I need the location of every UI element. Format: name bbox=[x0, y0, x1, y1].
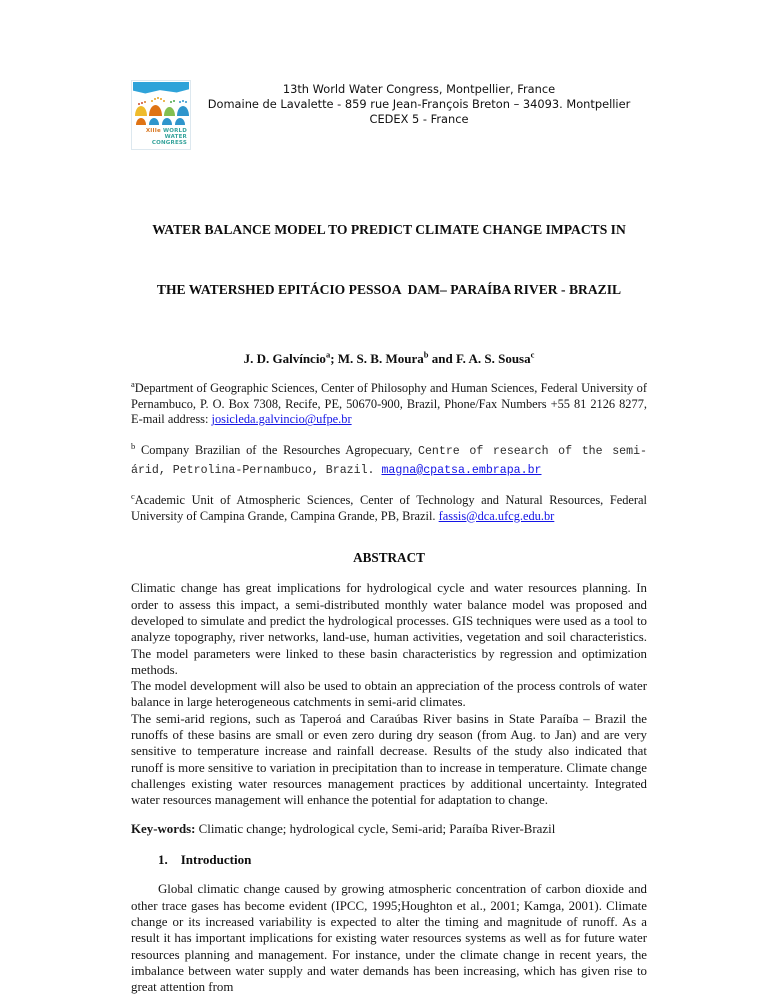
author-separator: ; bbox=[330, 351, 338, 366]
author-name: J. D. Galvíncio bbox=[243, 351, 326, 366]
section-title: Introduction bbox=[180, 852, 252, 868]
author-superscript: a bbox=[325, 349, 331, 360]
logo-arch-icon bbox=[162, 118, 172, 125]
logo-sun-icon bbox=[149, 105, 162, 116]
header-line: 13th World Water Congress, Montpellier, France bbox=[282, 82, 556, 96]
affiliation-text: Department of Geographic Sciences, Center of Philosophy and Human Sciences, Federal University of Pernambuco, P. O. Box 7308, Recife, PE, 50670-900, Brazil, Phone/Fax Numbers +55 81 2126 8277, E-mail address: bbox=[131, 381, 647, 427]
keywords-line bbox=[131, 822, 647, 837]
logo-wordmark: XIIIe WORLD WATER CONGRESS bbox=[145, 128, 187, 146]
email-link-ufpe[interactable]: josicleda.galvincio@ufpe.br bbox=[211, 412, 352, 427]
logo-arches-small bbox=[136, 118, 185, 125]
abstract-paragraph-2: The model development will also be used to obtain an appreciation of the process controls of water balance in large heterogeneous catchments in semi-arid climates. bbox=[131, 679, 647, 710]
keywords-text: Climatic change; hydrological cycle, Semi-arid; Paraíba River-Brazil bbox=[195, 822, 556, 837]
introduction-heading bbox=[158, 852, 647, 868]
affiliation-c bbox=[131, 490, 647, 524]
author-superscript: b bbox=[423, 349, 429, 360]
abstract-paragraph-3: The semi-arid regions, such as Taperoá and Caraúbas River basins in State Paraíba – Brazil the runoffs of these basins are small or even zero during dry season (from Aug. to Jan) and are very sensitive to temperature increase and rainfall decrease. Results of the study also indicated that runoff is more sensitive to variation in precipitation than to increase in temperature. Climate change challenges existing water resources management practices by additional uncertainty. Integrated water resources management will enhance the potential for adaptation to change. bbox=[131, 711, 647, 808]
author-separator: and bbox=[428, 351, 456, 366]
affiliation-superscript: c bbox=[131, 490, 135, 501]
affiliation-a bbox=[131, 378, 647, 428]
header-line: Domaine de Lavalette - 859 rue Jean-François Breton – 34093. Montpellier bbox=[207, 97, 631, 111]
introduction-paragraph: Global climatic change caused by growing atmospheric concentration of carbon dioxide and other trace gases has become evident (IPCC, 1995;Houghton et al., 2001; Kamga, 2001). Climate change or its increased variability is expected to alter the timing and magnitude of runoff. As a result it has important implications for existing water resources systems as well as for future water resources planning and management. For instance, under the climate change in recent years, the imbalance between water supply and water demands has been increasing, which has given rise to great attention from bbox=[131, 882, 647, 994]
world-water-congress-logo-icon bbox=[131, 80, 191, 150]
affiliation-text: Academic Unit of Atmospheric Sciences, Center of Technology and Natural Resources, Federal University of Campina Grande, Campina Grande, PB, Brazil. bbox=[131, 492, 647, 523]
affiliation-superscript: a bbox=[131, 378, 135, 389]
logo-arch-icon bbox=[149, 118, 159, 125]
abstract-heading: ABSTRACT bbox=[353, 550, 425, 566]
section-number: 1. bbox=[158, 852, 168, 868]
logo-arches-large bbox=[135, 105, 189, 116]
abstract-paragraph-1: Climatic change has great implications for hydrological cycle and water resources planning. In order to assess this impact, a semi-distributed monthly water balance model was proposed and developed to simulate and predict the hydrological processes. GIS techniques were used as a tool to analyze topography, river networks, land-use, human activities, vegetation and soil characteristics. The model parameters were linked to these basin characteristics by regression and optimization methods. bbox=[131, 581, 647, 677]
keywords-label: Key-words: bbox=[131, 822, 196, 837]
author-superscript: c bbox=[530, 349, 535, 360]
author-name: F. A. S. Sousa bbox=[455, 351, 531, 366]
logo-wave-banner bbox=[133, 82, 189, 94]
header-line: CEDEX 5 - France bbox=[369, 112, 469, 126]
authors-line bbox=[131, 351, 647, 367]
paper-title-line: WATER BALANCE MODEL TO PREDICT CLIMATE CHANGE IMPACTS IN bbox=[152, 222, 626, 237]
paper-title-line: THE WATERSHED EPITÁCIO PESSOA DAM– PARAÍBA RIVER - BRAZIL bbox=[156, 282, 622, 297]
logo-arch-icon bbox=[177, 106, 189, 116]
affiliation-b bbox=[131, 442, 647, 479]
logo-arch-icon bbox=[164, 107, 175, 116]
conference-address bbox=[191, 80, 647, 127]
logo-arch-icon bbox=[175, 118, 185, 125]
email-link-ufcg[interactable]: fassis@dca.ufcg.edu.br bbox=[438, 508, 555, 523]
affiliation-superscript: b bbox=[131, 440, 136, 451]
affiliation-text-monospace: Centre of research of the semi-árid, Petrolina-Pernambuco, Brazil. bbox=[131, 445, 647, 477]
conference-header bbox=[131, 80, 647, 150]
email-link-embrapa[interactable]: magna@cpatsa.embrapa.br bbox=[381, 463, 542, 477]
paper-title bbox=[131, 180, 647, 340]
author-name: M. S. B. Moura bbox=[337, 351, 424, 366]
logo-arch-icon bbox=[136, 118, 146, 125]
affiliation-text: Company Brazilian of the Resourches Agropecuary, bbox=[135, 443, 419, 458]
logo-arch-icon bbox=[135, 106, 147, 116]
